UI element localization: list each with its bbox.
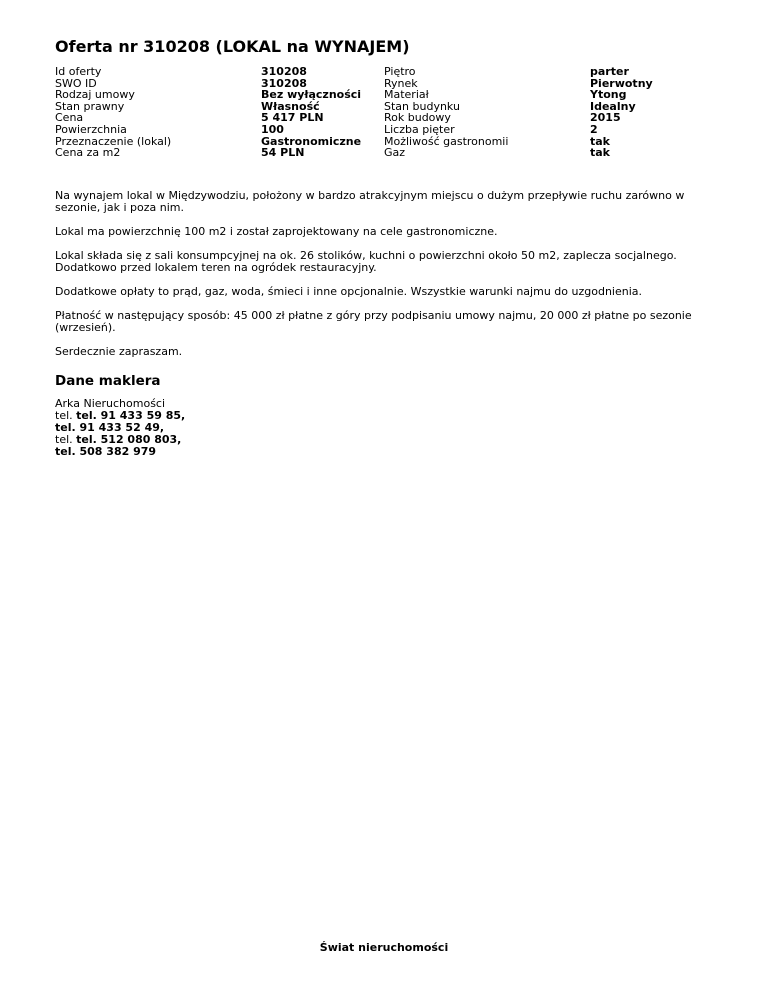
detail-value-price-per-m2: 54 PLN bbox=[261, 146, 305, 160]
detail-value-building-condition: Idealny bbox=[590, 99, 636, 113]
details-right-values bbox=[590, 66, 653, 159]
description-paragraph: Dodatkowe opłaty to prąd, gaz, woda, śmieci i inne opcjonalnie. Wszystkie warunki najmu do uzgodnienia. bbox=[55, 285, 643, 298]
broker-agency: Arka Nieruchomości bbox=[55, 397, 166, 410]
detail-value-swo-id: 310208 bbox=[261, 76, 307, 90]
detail-label-swo-id: SWO ID bbox=[55, 76, 97, 90]
detail-value-floor-count: 2 bbox=[590, 122, 598, 136]
detail-value-area: 100 bbox=[261, 122, 284, 136]
broker-heading: Dane maklera bbox=[55, 373, 161, 389]
broker-info bbox=[55, 398, 715, 458]
detail-label-purpose: Przeznaczenie (lokal) bbox=[55, 134, 172, 148]
detail-value-legal-status: Własność bbox=[261, 99, 320, 113]
detail-label-area: Powierzchnia bbox=[55, 122, 127, 136]
detail-label-building-condition: Stan budynku bbox=[384, 99, 460, 113]
detail-label-gas: Gaz bbox=[384, 146, 406, 160]
phone-number[interactable]: tel. 91 433 52 49, bbox=[55, 421, 165, 434]
detail-label-floor: Piętro bbox=[384, 65, 416, 78]
detail-label-material: Materiał bbox=[384, 88, 429, 102]
phone-prefix: tel. bbox=[55, 409, 77, 422]
detail-label-market: Rynek bbox=[384, 76, 418, 90]
detail-value-gastronomy: tak bbox=[590, 134, 610, 148]
offer-title: Oferta nr 310208 (LOKAL na WYNAJEM) bbox=[55, 37, 410, 56]
offer-details-table bbox=[55, 66, 715, 170]
detail-label-id: Id oferty bbox=[55, 65, 102, 78]
details-right-labels bbox=[384, 66, 508, 159]
detail-value-contract-type: Bez wyłączności bbox=[261, 88, 362, 102]
detail-label-legal-status: Stan prawny bbox=[55, 99, 125, 113]
detail-label-price: Cena bbox=[55, 111, 84, 125]
detail-label-gastronomy: Możliwość gastronomii bbox=[384, 134, 509, 148]
page-footer: Świat nieruchomości bbox=[319, 941, 449, 954]
offer-description bbox=[55, 190, 715, 358]
detail-value-floor: parter bbox=[590, 65, 629, 78]
description-paragraph: Na wynajem lokal w Międzywodziu, położony w bardzo atrakcyjnym miejscu o dużym przepływie ruchu zarówno w sezonie, jak i poza nim. bbox=[55, 189, 685, 214]
detail-label-contract-type: Rodzaj umowy bbox=[55, 88, 135, 102]
detail-label-price-per-m2: Cena za m2 bbox=[55, 146, 121, 160]
detail-label-floor-count: Liczba pięter bbox=[384, 122, 455, 136]
details-left-values bbox=[261, 66, 361, 159]
description-paragraph: Płatność w następujący sposób: 45 000 zł płatne z góry przy podpisaniu umowy najmu, 20 000 zł płatne po sezonie (wrzesień). bbox=[55, 309, 692, 334]
phone-number[interactable]: tel. 91 433 59 85, bbox=[76, 409, 186, 422]
description-paragraph: Lokal składa się z sali konsumpcyjnej na ok. 26 stolików, kuchni o powierzchni około 50 m2, zaplecza socjalnego. Dodatkowo przed lokalem teren na ogródek restauracyjny. bbox=[55, 249, 677, 274]
detail-value-price: 5 417 PLN bbox=[261, 111, 324, 125]
offer-page bbox=[55, 36, 715, 458]
phone-number[interactable]: tel. 512 080 803, bbox=[76, 433, 182, 446]
broker-phone-line bbox=[55, 446, 715, 458]
description-paragraph: Lokal ma powierzchnię 100 m2 i został zaprojektowany na cele gastronomiczne. bbox=[55, 225, 498, 238]
detail-label-year-built: Rok budowy bbox=[384, 111, 451, 125]
detail-value-gas: tak bbox=[590, 146, 610, 160]
phone-number[interactable]: tel. 508 382 979 bbox=[55, 445, 157, 458]
detail-value-market: Pierwotny bbox=[590, 76, 653, 90]
detail-value-year-built: 2015 bbox=[590, 111, 621, 125]
detail-value-purpose: Gastronomiczne bbox=[261, 134, 362, 148]
details-left-labels bbox=[55, 66, 171, 159]
detail-value-id: 310208 bbox=[261, 65, 307, 78]
detail-value-material: Ytong bbox=[590, 88, 627, 102]
description-paragraph: Serdecznie zapraszam. bbox=[55, 345, 183, 358]
phone-prefix: tel. bbox=[55, 433, 77, 446]
